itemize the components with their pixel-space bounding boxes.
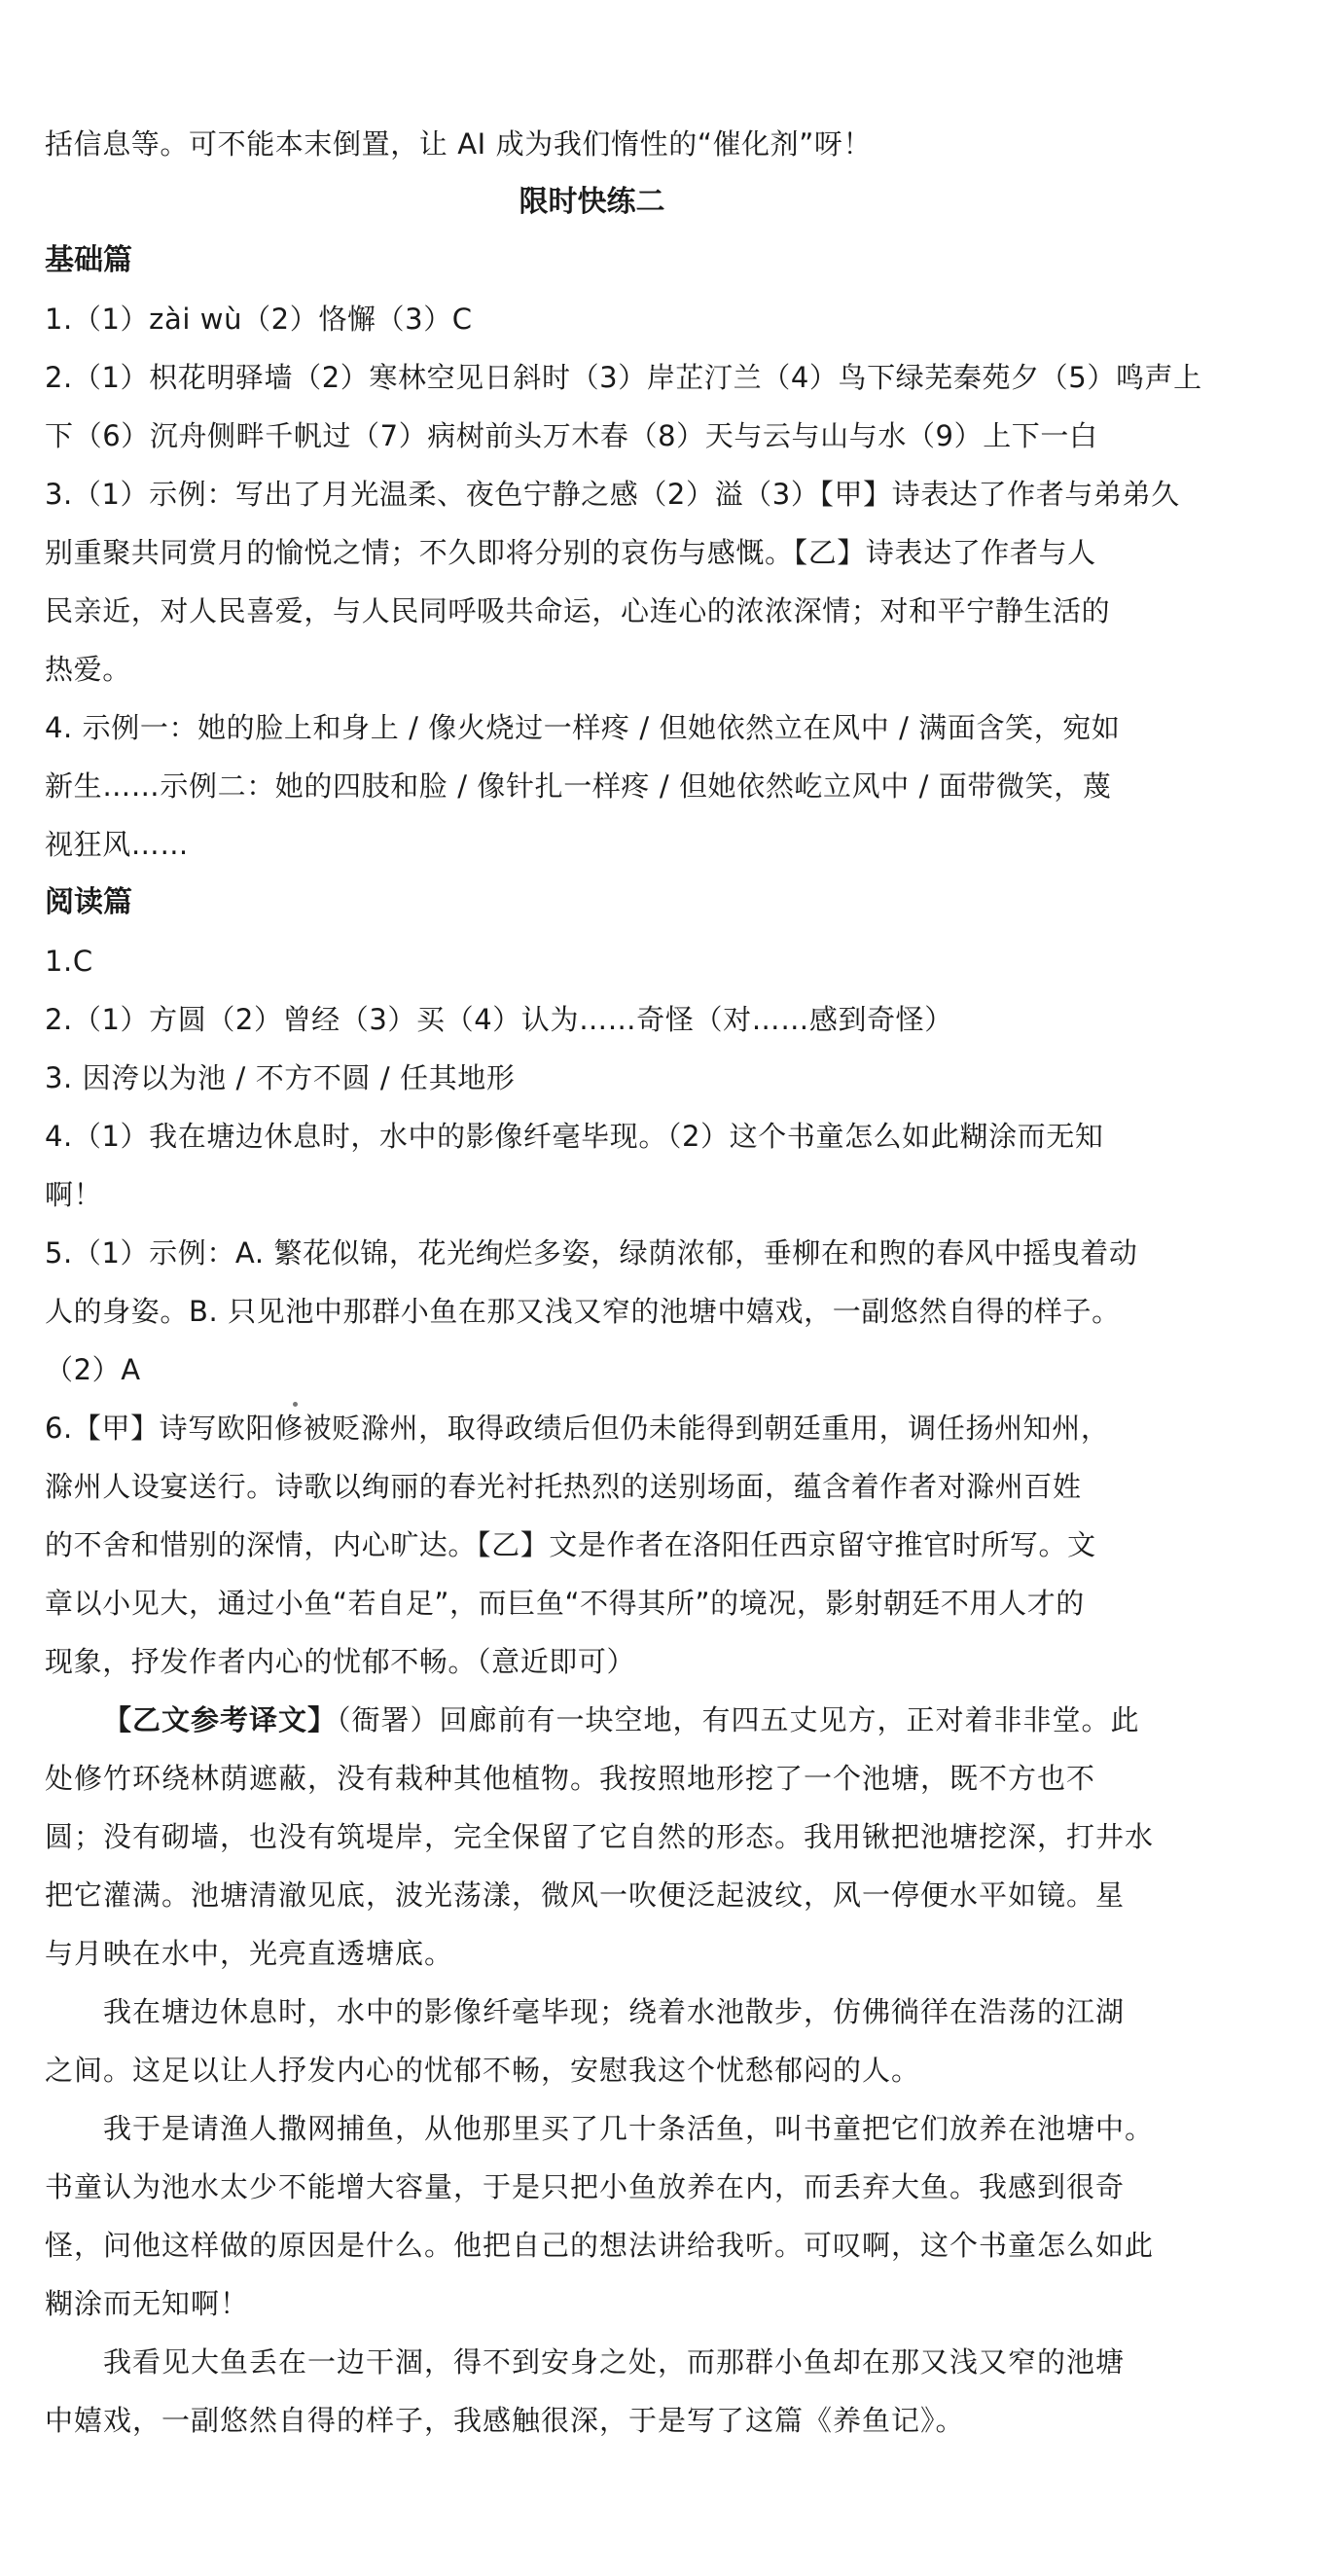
translation-line: 之间。这足以让人抒发内心的忧郁不畅，安慰我这个忧愁郁闷的人。 (45, 2054, 921, 2087)
translation-line: 书童认为池水太少不能增大容量，于是只把小鱼放养在内，而丢弃大鱼。我感到很奇 (45, 2170, 1126, 2203)
translation-line: 我在塘边休息时，水中的影像纤毫毕现；绕着水池散步，仿佛徜徉在浩荡的江湖 (103, 1995, 1126, 2028)
basic-line: 别重聚共同赏月的愉悦之情；不久即将分别的哀伤与感慨。【乙】诗表达了作者与人 (45, 536, 1096, 569)
print-speck (293, 1402, 298, 1407)
translation-line: 我于是请渔人撒网捕鱼，从他那里买了几十条活鱼，叫书童把它们放养在池塘中。 (103, 2112, 1155, 2145)
reading-line: 6.【甲】诗写欧阳修被贬滁州，取得政绩后但仍未能得到朝廷重用，调任扬州知州， (45, 1412, 1110, 1445)
translation-first-text: （衙署）回廊前有一块空地，有四五丈见方，正对着非非堂。此 (337, 1703, 1140, 1736)
basic-line: 下（6）沉舟侧畔千帆过（7）病树前头万木春（8）天与云与山与水（9）上下一白 (45, 419, 1098, 452)
document-page (45, 115, 1202, 2450)
reading-line: 章以小见大，通过小鱼“若自足”，而巨鱼“不得其所”的境况，影射朝廷不用人才的 (45, 1587, 1085, 1620)
reading-line: 1.C (45, 945, 93, 978)
reading-line: 滁州人设宴送行。诗歌以绚丽的春光衬托热烈的送别场面，蕴含着作者对滁州百姓 (45, 1470, 1082, 1503)
reading-line: 5.（1）示例：A. 繁花似锦，花光绚烂多姿，绿荫浓郁，垂柳在和煦的春风中摇曳着动 (45, 1236, 1138, 1270)
translation-line: 中嬉戏，一副悠然自得的样子，我感触很深，于是写了这篇《养鱼记》。 (45, 2404, 965, 2437)
section-heading-reading: 阅读篇 (45, 885, 132, 919)
translation-label: 【乙文参考译文】 (103, 1703, 338, 1736)
translation-line: 把它灌满。池塘清澈见底，波光荡漾，微风一吹便泛起波纹，风一停便水平如镜。星 (45, 1878, 1126, 1912)
basic-line: 民亲近，对人民喜爱，与人民同呼吸共命运，心连心的浓浓深情；对和平宁静生活的 (45, 594, 1111, 627)
translation-line: 我看见大鱼丢在一边干涸，得不到安身之处，而那群小鱼却在那又浅又窄的池塘 (103, 2345, 1126, 2379)
basic-line: 视狂风…… (45, 828, 190, 861)
basic-line: 新生……示例二：她的四肢和脸 / 像针扎一样疼 / 但她依然屹立风中 / 面带微笑，蔑 (45, 769, 1112, 803)
reading-line: 4.（1）我在塘边休息时，水中的影像纤毫毕现。（2）这个书童怎么如此糊涂而无知 (45, 1120, 1104, 1153)
translation-first-line (45, 1691, 1139, 1749)
reading-line: （2）A (45, 1353, 141, 1386)
translation-line: 与月映在水中，光亮直透塘底。 (45, 1937, 454, 1970)
translation-line: 糊涂而无知啊！ (45, 2287, 250, 2320)
reading-line: 3. 因洿以为池 / 不方不圆 / 任其地形 (45, 1061, 516, 1094)
reading-line: 人的身姿。B. 只见池中那群小鱼在那又浅又窄的池塘中嬉戏，一副悠然自得的样子。 (45, 1295, 1121, 1328)
reading-line: 现象，抒发作者内心的忧郁不畅。（意近即可） (45, 1645, 636, 1678)
reading-line: 的不舍和惜别的深情，内心旷达。【乙】文是作者在洛阳任西京留守推官时所写。文 (45, 1528, 1096, 1561)
translation-line: 怪，问他这样做的原因是什么。他把自己的想法讲给我听。可叹啊，这个书童怎么如此 (45, 2229, 1155, 2262)
basic-line: 热爱。 (45, 653, 131, 686)
section-heading-basic: 基础篇 (45, 243, 132, 277)
basic-line: 1.（1）zài wù（2）恪懈（3）C (45, 303, 473, 336)
basic-line: 3.（1）示例：写出了月光温柔、夜色宁静之感（2）溢（3）【甲】诗表达了作者与弟弟久 (45, 478, 1180, 511)
basic-line: 2.（1）枳花明驿墙（2）寒林空见日斜时（3）岸芷汀兰（4）鸟下绿芜秦苑夕（5）鸣声上 (45, 361, 1202, 394)
translation-line: 处修竹环绕林荫遮蔽，没有栽种其他植物。我按照地形挖了一个池塘，既不方也不 (45, 1762, 1096, 1795)
page-title: 限时快练二 (519, 185, 665, 219)
intro-line: 括信息等。可不能本末倒置，让 AI 成为我们惰性的“催化剂”呀！ (45, 127, 873, 161)
reading-line: 2.（1）方圆（2）曾经（3）买（4）认为……奇怪（对……感到奇怪） (45, 1003, 953, 1036)
reading-line: 啊！ (45, 1178, 103, 1211)
basic-line: 4. 示例一：她的脸上和身上 / 像火烧过一样疼 / 但她依然立在风中 / 满面含笑，宛如 (45, 711, 1121, 744)
translation-line: 圆；没有砌墙，也没有筑堤岸，完全保留了它自然的形态。我用锹把池塘挖深，打井水 (45, 1820, 1155, 1853)
